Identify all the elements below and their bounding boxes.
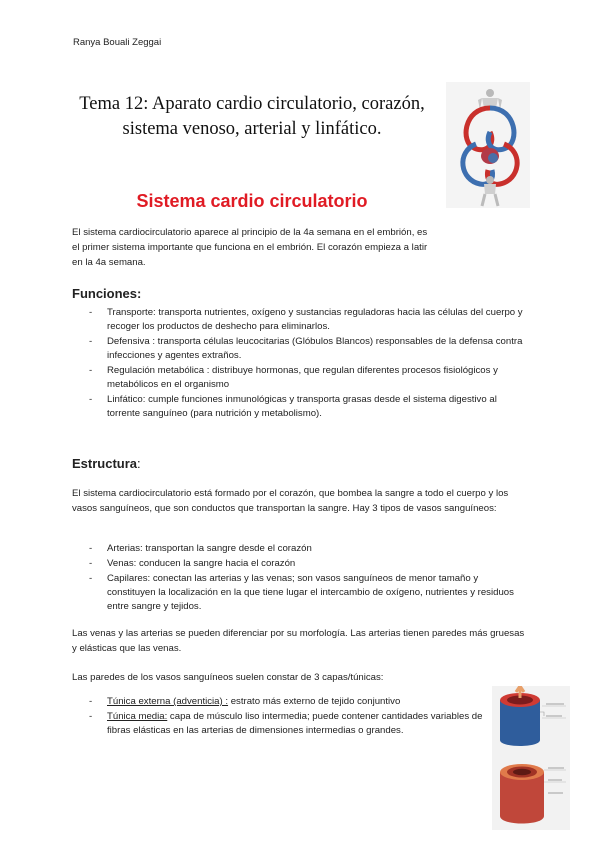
circulation-diagram-image xyxy=(446,82,530,208)
list-item: - Transporte: transporta nutrientes, oxígeno y sustancias reguladoras hacia las células del cuerpo y recoger los productos de deshecho para eliminarlos. xyxy=(72,306,528,334)
capas-paragraph: Las paredes de los vasos sanguíneos suelen constar de 3 capas/túnicas: xyxy=(72,672,384,683)
vessel-layers-image xyxy=(492,686,570,830)
estructura-heading-colon: : xyxy=(137,456,141,471)
vasos-list xyxy=(72,542,528,615)
list-item: - Defensiva : transporta células leucocitarias (Glóbulos Blancos) responsables de la defensa contra infecciones y agentes extraños. xyxy=(72,335,528,363)
funciones-heading-text: Funciones: xyxy=(72,286,142,301)
morfologia-paragraph: Las venas y las arterias se pueden diferenciar por su morfología. Las arterias tienen paredes más gruesas y elásticas que las venas. xyxy=(72,628,525,654)
estructura-heading-text: Estructura xyxy=(72,456,138,471)
tunica-text: estrato más externo de tejido conjuntivo xyxy=(228,696,401,707)
document-title: Tema 12: Aparato cardio circulatorio, corazón, sistema venoso, arterial y linfático. xyxy=(79,94,425,139)
intro-paragraph: El sistema cardiocirculatorio aparece al principio de la 4a semana en el embrión, es el primer sistema importante que funciona en el embrión. El corazón empieza a latir en la 4a semana. xyxy=(72,227,428,268)
list-item: - Capilares: conectan las arterias y las venas; son vasos sanguíneos de menor tamaño y constituyen la localización en la que tiene lugar el intercambio de oxígeno, nutrientes y residuos entre sangre y tejidos. xyxy=(72,572,528,615)
tunicas-list xyxy=(72,695,484,739)
author-name: Ranya Bouali Zeggai xyxy=(73,37,162,48)
list-item: - Arterias: transportan la sangre desde el corazón xyxy=(72,542,528,556)
list-item: - Venas: conducen la sangre hacia el corazón xyxy=(72,557,528,571)
list-item xyxy=(72,695,484,709)
estructura-heading xyxy=(72,456,141,471)
tunica-term: Túnica externa (adventicia) : xyxy=(107,696,229,707)
funciones-list xyxy=(72,306,528,422)
funciones-heading xyxy=(72,286,141,301)
tunica-text: capa de músculo liso intermedia; puede contener cantidades variables de fibras elásticas en las arterias de dimensiones intermedias o grandes. xyxy=(107,710,483,736)
tunica-term: Túnica media: xyxy=(107,710,168,722)
list-item: - Regulación metabólica : distribuye hormonas, que regulan diferentes procesos fisiológicos y metabólicos en el organismo xyxy=(72,364,528,392)
estructura-paragraph: El sistema cardiocirculatorio está formado por el corazón, que bombea la sangre a todo el cuerpo y los vasos sanguíneos, que son conductos que transportan la sangre. Hay 3 tipos de vasos sanguíneos: xyxy=(72,488,509,514)
section-title: Sistema cardio circulatorio xyxy=(136,191,368,211)
list-item: - Linfático: cumple funciones inmunológicas y transporta grasas desde el sistema digestivo al torrente sanguíneo (para nutrición y metabolismo). xyxy=(72,393,528,421)
list-item xyxy=(72,710,484,738)
